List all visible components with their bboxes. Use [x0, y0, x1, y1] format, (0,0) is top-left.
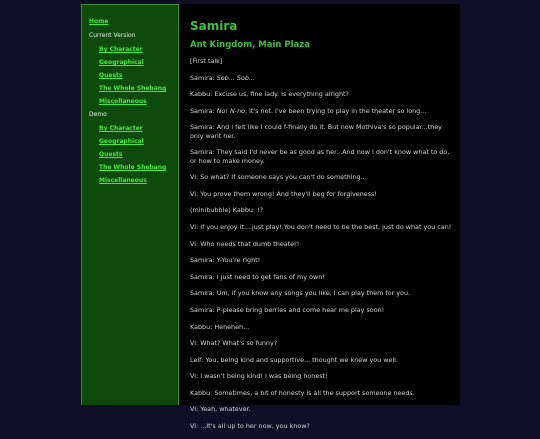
sidebar-nav — [81, 4, 179, 405]
dialogue-line: Vi: You prove them wrong! And they'll beg for forgiveness! — [190, 189, 377, 198]
dialogue-line: Leif: You, being kind and supportive... thought we knew you well. — [190, 355, 398, 364]
nav-link-current-by-character[interactable]: By Character — [99, 46, 143, 53]
dialogue-line: [First talk] — [190, 57, 223, 65]
nav-link-demo-quests[interactable]: Quests — [99, 151, 123, 158]
dialogue-line: Kabbu: Sometimes, a bit of honesty is all the support someone needs. — [190, 388, 415, 397]
dialogue-line: Samira: I just need to get fans of my own! — [190, 272, 325, 281]
nav-header-demo: Demo — [89, 111, 107, 118]
dialogue-line: Vi: So what? If someone says you can't do something.. — [190, 173, 365, 182]
dialogue-line: Vi: ...It's all up to her now, you know? — [190, 422, 310, 431]
nav-link-home[interactable]: Home — [89, 18, 109, 25]
dialogue-line: Samira: Um, if you know any songs you like, I can play them for you. — [190, 289, 411, 298]
dialogue-line: Vi: What? What's so funny? — [190, 339, 278, 348]
dialogue-line: Samira: P-please bring berries and come hear me play soon! — [190, 305, 385, 314]
dialogue-line: Samira: They said I'd never be as good as her...And now I don't know what to do, or how to make money. — [190, 148, 450, 165]
nav-link-demo-whole-shebang[interactable]: The Whole Shebang — [99, 164, 167, 171]
nav-link-current-whole-shebang[interactable]: The Whole Shebang — [99, 85, 167, 92]
dialogue-line: Vi: Yeah, whatever. — [190, 405, 251, 414]
nav-link-current-quests[interactable]: Quests — [99, 72, 123, 79]
nav-header-current-version: Current Version — [89, 32, 136, 39]
dialogue-line: Vi: If you enjoy it....just play! You don't need to be the best, just do what you can! — [190, 222, 452, 231]
location-subtitle: Ant Kingdom, Main Plaza — [190, 40, 310, 50]
dialogue-line: Samira: Sob... Sob... — [190, 73, 255, 82]
nav-link-current-geographical[interactable]: Geographical — [99, 59, 144, 66]
nav-link-demo-geographical[interactable]: Geographical — [99, 138, 144, 145]
dialogue-line: (minibubble) Kabbu: !? — [190, 206, 264, 215]
main-content — [180, 4, 460, 431]
dialogue-line: Samira: No! N-no, it's not. I've been trying to play in the theater so long... — [190, 106, 427, 115]
nav-link-demo-by-character[interactable]: By Character — [99, 125, 143, 132]
nav-link-current-miscellaneous[interactable]: Miscellaneous — [99, 98, 147, 105]
dialogue-line: Kabbu: Heheheh... — [190, 322, 250, 331]
dialogue-list — [190, 57, 452, 439]
dialogue-line: Vi: I wasn't being kind! I was being honest! — [190, 372, 328, 381]
dialogue-line: Samira: And I felt like I could f-finally do it. But now Mothiva's so popular...they only want her. — [190, 123, 442, 140]
dialogue-line: Kabbu: Excuse us, fine lady. Is everything alright? — [190, 90, 349, 99]
page-title: Samira — [190, 19, 238, 33]
nav-link-demo-miscellaneous[interactable]: Miscellaneous — [99, 177, 147, 184]
dialogue-line: Samira: Y-You're right! — [190, 256, 261, 265]
dialogue-line: Vi: Who needs that dumb theater! — [190, 239, 300, 248]
